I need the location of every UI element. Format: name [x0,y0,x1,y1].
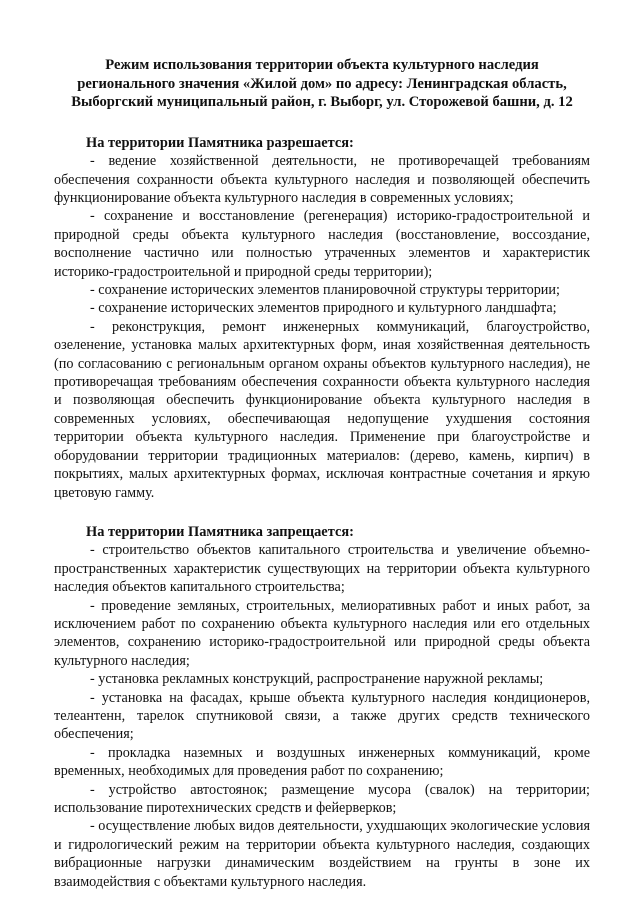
forbidden-heading: На территории Памятника запрещается: [86,523,354,540]
forbidden-item: - прокладка наземных и воздушных инженерных коммуникаций, кроме временных, необходимых для проведения работ по сохранению; [54,744,590,780]
allowed-item: - реконструкция, ремонт инженерных коммуникаций, благоустройство, озеленение, установка малых архитектурных форм, иная хозяйственная деятельность (по согласованию с региональным органом охраны объектов культурного наследия), не противоречащая требованиям обеспечения сохранности объекта культурного наследия и позволяющая обеспечить функционирование объекта культурного наследия в современных условиях, обеспечивающая недопущение ухудшения состояния территории объекта культурного наследия. Применение при благоустройстве и оборудовании территории традиционных материалов: (дерево, камень, кирпич) в покрытиях, малых архитектурных формах, исключая контрастные сочетания и яркую цветовую гамму. [54,318,590,501]
forbidden-item: - установка рекламных конструкций, распространение наружной рекламы; [90,671,544,688]
allowed-heading: На территории Памятника разрешается: [86,134,354,151]
forbidden-item: - устройство автостоянок; размещение мусора (свалок) на территории; использование пиротехнических средств и фейерверков; [54,781,590,816]
section-gap [54,502,590,523]
allowed-item: - сохранение исторических элементов планировочной структуры территории; [90,282,560,299]
allowed-item: - сохранение исторических элементов природного и культурного ландшафта; [90,300,557,317]
allowed-item: - ведение хозяйственной деятельности, не противоречащей требованиям обеспечения сохранности объекта культурного наследия и позволяющей обеспечить функционирование объекта культурного наследия в современных условиях; [54,153,590,206]
document-title [54,56,590,112]
title-line-1: Режим использования территории объекта культурного наследия [105,57,539,73]
title-line-2: регионального значения «Жилой дом» по адресу: Ленинградская область, [77,75,567,92]
forbidden-item: - установка на фасадах, крыше объекта культурного наследия кондиционеров, телеантенн, тарелок спутниковой связи, а также других средств технического обеспечения; [54,689,590,743]
title-line-3: Выборгский муниципальный район, г. Выборг, ул. Сторожевой башни, д. 12 [71,94,573,111]
forbidden-item: - проведение земляных, строительных, мелиоративных работ и иных работ, за исключением работ по сохранению объекта культурного наследия или его отдельных элементов, сохранению историко-градостроительной или природной среды объекта культурного наследия; [54,597,590,669]
allowed-item: - сохранение и восстановление (регенерация) историко-градостроительной и природной среды объекта культурного наследия (восстановление, воссоздание, восполнение частично или полностью утраченных элементов и характеристик историко-градостроительной и природной среды территории); [54,208,590,280]
forbidden-item: - осуществление любых видов деятельности, ухудшающих экологические условия и гидрологический режим на территории объекта культурного наследия, создающих вибрационные нагрузки динамическим воздействием на грунты в зоне их взаимодействия с объектами культурного наследия. [54,818,590,890]
forbidden-item: - строительство объектов капитального строительства и увеличение объемно-пространственных характеристик существующих на территории объекта культурного наследия объектов капитального строительства; [54,542,590,596]
